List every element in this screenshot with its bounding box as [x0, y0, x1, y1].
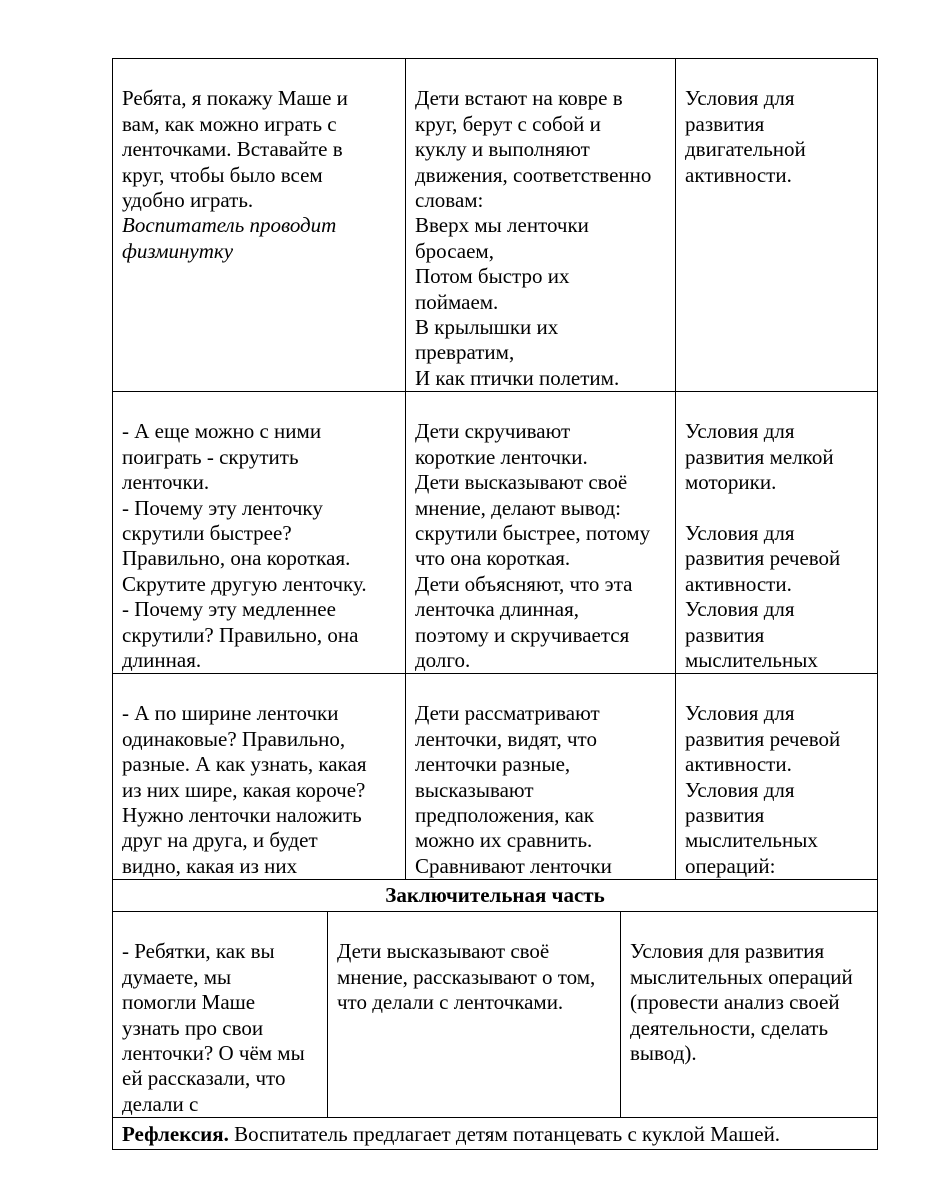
final-teacher-cell	[113, 911, 327, 1117]
final-children-text: Дети высказывают своё мнение, рассказывают о том, что делали с ленточками.	[337, 939, 596, 1015]
row2-teacher-cell	[113, 391, 405, 673]
row3-conditions-cell	[675, 673, 877, 879]
row3-children-cell	[405, 673, 675, 879]
section-heading: Заключительная часть	[113, 879, 877, 911]
final-conditions-text: Условия для развития мыслительных операций (провести анализ своей деятельности, сделать вывод).	[630, 939, 853, 1066]
row2-children-text: Дети скручивают короткие ленточки. Дети высказывают своё мнение, делают вывод: скрутили быстрее, потому что она короткая. Дети объясняют, что эта ленточка длинная, поэтому и скручивается долго.	[415, 419, 651, 673]
row1-conditions-cell	[675, 59, 877, 391]
row1-teacher-note: Воспитатель проводит физминутку	[122, 213, 337, 263]
row1-children-cell	[405, 59, 675, 391]
row1-conditions-text: Условия для развития двигательной активности.	[685, 86, 806, 187]
reflection-text: Воспитатель предлагает детям потанцевать с куклой Машей.	[228, 1122, 781, 1146]
final-teacher-text: - Ребятки, как вы думаете, мы помогли Маше узнать про свои ленточки? О чём мы ей рассказали, что делали с	[122, 939, 305, 1116]
final-conditions-cell	[620, 911, 877, 1117]
reflection-row	[113, 1117, 877, 1149]
row3-children-text: Дети рассматривают ленточки, видят, что ленточки разные, высказывают предположения, как можно их сравнить. Сравнивают ленточки	[415, 701, 612, 878]
reflection-label: Рефлексия.	[122, 1122, 229, 1146]
row3-conditions-text: Условия для развития речевой активности. Условия для развития мыслительных операций:	[685, 701, 841, 878]
row1-children-text: Дети встают на ковре в круг, берут с собой и куклу и выполняют движения, соответственно словам: Вверх мы ленточки бросаем, Потом быстро их поймаем. В крылышки их превратим, И как птички полетим.	[415, 86, 652, 390]
row2-teacher-text: - А еще можно с ними поиграть - скрутить ленточки. - Почему эту ленточку скрутили быстрее? Правильно, она короткая. Скрутите другую ленточку. - Почему эту медленнее скрутили? Правильно, она длинная.	[122, 419, 367, 673]
row3-teacher-cell	[113, 673, 405, 879]
lesson-table	[112, 58, 878, 1150]
row2-children-cell	[405, 391, 675, 673]
row2-conditions-text: Условия для развития мелкой моторики. Условия для развития речевой активности. Условия для развития мыслительных	[685, 419, 841, 673]
row1-teacher-text: Ребята, я покажу Маше и вам, как можно играть с ленточками. Вставайте в круг, чтобы было всем удобно играть.	[122, 86, 348, 213]
row1-teacher-cell	[113, 59, 405, 391]
row3-teacher-text: - А по ширине ленточки одинаковые? Правильно, разные. А как узнать, какая из них шире, какая короче? Нужно ленточки наложить друг на друга, и будет видно, какая из них	[122, 701, 367, 878]
row2-conditions-cell	[675, 391, 877, 673]
final-children-cell	[327, 911, 620, 1117]
